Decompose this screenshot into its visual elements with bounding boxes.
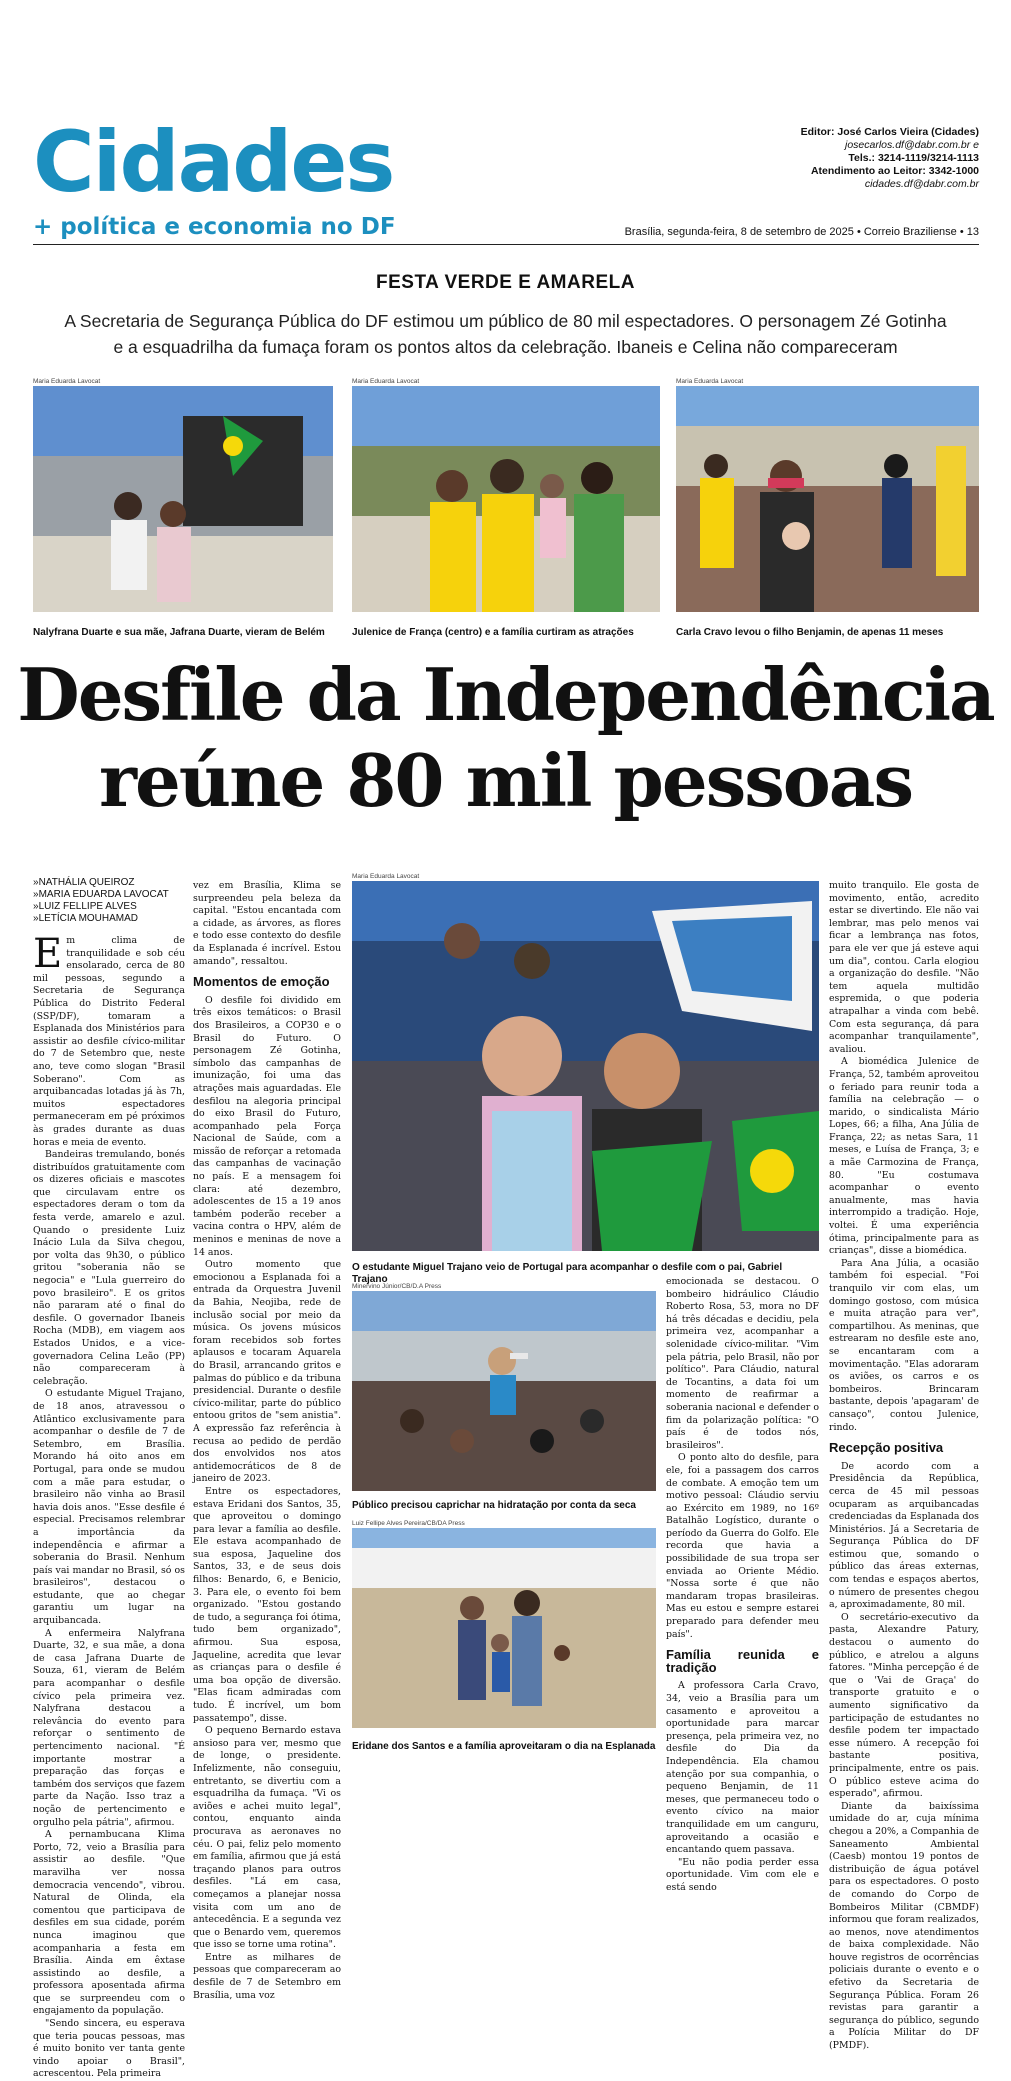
headline-line-2: reúne 80 mil pessoas (99, 738, 912, 823)
headline (0, 652, 1011, 824)
photo-caption: Julenice de França (centro) e a família curtiram as atrações (352, 627, 634, 638)
article-column-4 (829, 880, 979, 2052)
paragraph: A professora Carla Cravo, 34, veio a Brasília para um casamento e aproveitou a oportunidade para marcar presença, pela primeira vez, no desfile do Dia da Independência. Ela chamou atenção por sua companhia, o pequeno Benjamin, de 11 meses, que permaneceu todo o evento cívico na maior tranquilidade em um canguru, aproveitando a ocasião e encantando quem passava. (666, 1680, 819, 1856)
photo-caption: Nalyfrana Duarte e sua mãe, Jafrana Duarte, vieram de Belém (33, 627, 325, 638)
byline: » NATHÁLIA QUEIROZ (33, 877, 169, 889)
paragraph: Entre os espectadores, estava Eridani dos Santos, 35, que aproveitou o domingo para levar a família ao desfile. Ele estava acompanhado de sua esposa, Jaqueline dos Santos, 33, e de seus dois filhos: Benardo, 6, e Benicio, 3. Para ele, o evento foi bem organizado. "Estou gostando de tudo, a segurança foi ótima, tudo bem organizado", afirmou. Sua esposa, Jaqueline, acredita que levar as crianças para o desfile é uma boa opção de diversão. "Elas ficam admiradas com tudo. É incrível, um bom passatempo", disse. (193, 1485, 341, 1724)
paragraph: emocionada se destacou. O bombeiro hidráulico Cláudio Roberto Rosa, 53, mora no DF há três décadas e decidiu, pela primeira vez, acompanhar a solenidade cívico-militar. "Vim pela pátria, pelo Brasil, não por político". Para Cláudio, natural de Tocantins, a data foi um momento de reafirmar a soberania nacional e defender o fim da polarização política: "O país é de todos nós, brasileiros". (666, 1276, 819, 1451)
paragraph: O desfile foi dividido em três eixos temáticos: o Brasil dos Brasileiros, a COP30 e o Brasil do Futuro. O personagem Zé Gotinha, símbolo das campanhas de imunização, foi uma das atrações mais aguardadas. Ele desfilou na alegoria principal do eixo Brasil do Futuro, acompanhado pela Força Nacional de Saúde, com a missão de reforçar a retomada das campanhas de vacinação no país. E a mensagem foi clara: até dezembro, adolescentes de 15 a 19 anos também poderão receber a vacina contra o HPV, além de meninos e meninas de nove a 14 anos. (193, 994, 341, 1258)
photo-caption: Público precisou caprichar na hidratação por conta da seca (352, 1500, 636, 1511)
paragraph: "Eu não podia perder essa oportunidade. Vim com ele e está sendo (666, 1856, 819, 1893)
paragraph: O pequeno Bernardo estava ansioso para ver, mesmo que de longe, o presidente. Infelizmente, não conseguiu, entretanto, se divertiu com a esquadrilha da fumaça. "Vi os aviões e achei muito legal", contou, enquanto ainda procurava as aeronaves no céu. O pai, feliz pelo momento em família, afirmou que já está traçando planos para outros desfiles. "Lá em casa, começamos a planejar nossa visita com um ano de antecedência. E a segunda vez que o Benardo vem, queremos que isso se torne uma rotina". (193, 1725, 341, 1951)
byline: » LUIZ FELLIPE ALVES (33, 901, 169, 913)
subheading: Família reunida e tradição (666, 1647, 819, 1675)
photo-credit: Maria Eduarda Lavocat (676, 378, 744, 385)
paragraph: A enfermeira Nalyfrana Duarte, 32, e sua mãe, a dona de casa Jafrana Duarte de Souza, 61, vieram de Belém para acompanhar o desfile cívico pela primeira vez. Nalyfrana destacou a relevância do evento para reforçar o sentimento de pertencimento nacional. "É importante mostrar a preparação das forças e também dos serviços que fazem parte da Nação. Isso traz a noção de pertencimento e orgulho pela pátria", afirmou. (33, 1627, 185, 1828)
paragraph: A pernambucana Klima Porto, 72, veio a Brasília para assistir ao desfile. "Que maravilha ver nossa democracia vencendo", vibrou. Natural de Olinda, ela comentou que participava de desfiles em sua cidade, porém nunca imaginou que acompanharia a festa em Brasília. Ainda em êxtase assistindo ao desfile, a professora aposentada afirma que se surpreendeu com o engajamento da população. (33, 1829, 185, 2017)
editor-box (649, 126, 979, 191)
paragraph: A biomédica Julenice de França, 52, também aproveitou o feriado para reunir toda a família na celebração — o marido, o sindicalista Mário Lopes, 66; a filha, Ana Júlia de França, 22; as netas Sara, 11 meses, e Luísa de França, 3; e a mãe Carmozina de França, 80. "Eu costumava acompanhar o evento anualmente, mas havia interrompido a tradição. Hoje, voltei. É uma experiência ótima, principalmente para as crianças", disse a biomédica. (829, 1056, 979, 1257)
photo-credit: Luiz Fellipe Alves Pereira/CB/DA Press (352, 1520, 465, 1527)
drop-cap: E (33, 931, 63, 977)
article-column-1 (33, 931, 185, 2080)
paragraph: O estudante Miguel Trajano, de 18 anos, atravessou o Atlântico exclusivamente para acompanhar o desfile de 7 de Setembro, em Brasília. Morando há oito anos em Portugal, para onde se mudou com a mãe para estudar, o brasileiro não vinha ao Brasil havia dois anos. "Esse desfile é especial. Precisamos relembrar a importância da independência e afirmar a soberania do Brasil. Nenhum país vai mandar no Brasil, só os brasileiros", destacou o estudante, que ao chegar garantiu um lugar na arquibancada. (33, 1388, 185, 1627)
photo-mother-daughter (33, 386, 333, 612)
photo-credit: Minervino Júnior/CB/D.A Press (352, 1283, 442, 1290)
subheading: Recepção positiva (829, 1440, 944, 1456)
kicker: FESTA VERDE E AMARELA (376, 272, 635, 293)
photo-caption: Eridane dos Santos e a família aproveitaram o dia na Esplanada (352, 1741, 656, 1752)
subheading: Momentos de emoção (193, 974, 330, 990)
paragraph: O secretário-executivo da pasta, Alexandre Patury, destacou o aumento do público, e atrelou a alguns fatores. "Minha percepção é de que o 'Vai de Graça' do transporte gratuito e o aumento significativo da participação de estudantes no desfile podem ter impactado esse número. A recepção foi bastante positiva, principalmente, entre os pais. O público esteve acima do esperado", afirmou. (829, 1611, 979, 1800)
byline: » LETÍCIA MOUHAMAD (33, 913, 169, 925)
photo-caption: Carla Cravo levou o filho Benjamin, de apenas 11 meses (676, 627, 944, 638)
paragraph: muito tranquilo. Ele gosta de movimento, então, acredito estar se divertindo. Ele não vai lembrar, mas pelo menos vai ficar a lembrança nas fotos, para ele ver que já esteve aqui um dia", contou. Carla elogiou a organização do desfile. "Não tem aquela multidão espremida, o que poderia atrapalhar a vinda com bebê. Com esta segurança, dá para acompanhar tranquilamente", avaliou. (829, 880, 979, 1055)
byline: » MARIA EDUARDA LAVOCAT (33, 889, 169, 901)
photo-carla-benjamin (676, 386, 979, 612)
photo-caption: O estudante Miguel Trajano veio de Portugal para acompanhar o desfile com o pai, Gabriel Trajano (352, 1262, 783, 1285)
phones: Tels.: 3214-1119/3214-1113 (848, 152, 979, 164)
headline-line-1: Desfile da Independência (17, 652, 994, 737)
section-title: Cidades (33, 113, 394, 211)
contact-email[interactable]: cidades.df@dabr.com.br (864, 178, 979, 190)
bylines (33, 877, 169, 925)
paragraph: m clima de tranquilidade e sob céu ensolarado, cerca de 80 mil pessoas, segundo a Secretaria de Segurança Pública do Distrito Federal (SSP/DF), tomaram a Esplanada dos Ministérios para assistir ao desfile cívico-militar do 7 de Setembro que, neste ano, teve como slogan "Brasil Soberano". Com as arquibancadas lotadas já às 7h, muitos espectadores permaneceram em pé próximos às grades durante as duas horas e meia de evento. (33, 935, 185, 1148)
photo-hydration (352, 1291, 656, 1491)
paragraph: Bandeiras tremulando, bonés distribuídos gratuitamente com os dizeres oficiais e mascotes que circulavam entre os espectadores deram o tom da festa verde, amarelo e azul. Quando o presidente Luiz Inácio Lula da Silva chegou, por volta das 9h30, o público gritou "soberania não se negocia" e "Lula guerreiro do povo brasileiro". E os gritos não pararam até o final do desfile. O governador Ibaneis Rocha (MDB), em viagem aos Estados Unidos, e a vice-governadora Celina Leão (PP) não compareceram à celebração. (33, 1149, 185, 1387)
editor-line: Editor: José Carlos Vieira (Cidades) (800, 126, 979, 138)
photo-eridane-family (352, 1528, 656, 1728)
paragraph: Entre as milhares de pessoas que compareceram ao desfile de 7 de Setembro em Brasília, uma voz (193, 1951, 341, 2001)
dateline: Brasília, segunda-feira, 8 de setembro de 2025 • Correio Braziliense • 13 (624, 226, 979, 238)
paragraph: Outro momento que emocionou a Esplanada foi a entrada da Orquestra Juvenil da Bahia, Neojiba, rede de inclusão social por meio da música. Os jovens músicos foram recebidos sob fortes aplausos e tocaram Aquarela do Brasil, arrancando gritos e palmas do público e da tribuna presidencial. Durante o desfile cívico-militar, parte do público entoou gritos de "sem anistia". A expressão faz referência à recusa ao pedido de perdão dos envolvidos nos atos antidemocráticos de 8 de janeiro de 2023. (193, 1259, 341, 1485)
standfirst: A Secretaria de Segurança Pública do DF estimou um público de 80 mil espectadores. O personagem Zé Gotinha e a esquadrilha da fumaça foram os pontos altos da celebração. Ibaneis e Celina não compareceram (64, 311, 947, 357)
masthead-rule (33, 244, 979, 245)
article-column-2 (193, 880, 341, 2001)
photo-credit: Maria Eduarda Lavocat (352, 873, 420, 880)
article-column-3 (666, 1276, 819, 1893)
photo-family-julenice (352, 386, 660, 612)
photo-credit: Maria Eduarda Lavocat (33, 378, 101, 385)
paragraph: De acordo com a Presidência da República, cerca de 45 mil pessoas ocuparam as arquibancadas credenciadas da Esplanada dos Ministérios. Já a Secretaria de Segurança Pública do DF estimou que, somando o público das áreas externas, com tendas e espaços abertos, o número de presentes chegou a, aproximadamente, 80 mil. (829, 1460, 979, 1611)
paragraph: vez em Brasília, Klima se surpreendeu pela beleza da capital. "Estou encantada com a cidade, as árvores, as flores e todo esse contexto do desfile da Esplanada é incrível. Estou amando", ressaltou. (193, 880, 341, 967)
paragraph: Diante da baixíssima umidade do ar, cuja mínima chegou a 20%, a Companhia de Saneamento Ambiental (Caesb) montou 19 pontos de distribuição de água potável para os espectadores. O posto de comando do Corpo de Bombeiros Militar (CBMDF) informou que foram realizados, ao menos, nove atendimentos de baixa complexidade. Não houve registros de ocorrências policiais durante o evento e o efetivo da Secretaria de Segurança Pública. Foram 26 revistas para garantir a segurança do público, segundo a Polícia Militar do DF (PMDF). (829, 1800, 979, 2052)
paragraph: O ponto alto do desfile, para ele, foi a passagem dos carros de combate. A emoção tem um motivo pessoal: Cláudio serviu ao Exército em 1989, no 16º Batalhão Logístico, durante o período da Guerra do Golfo. Ele recorda que havia a possibilidade de sua tropa ser enviada ao Oriente Médio. "Nossa sorte é que não mandaram tropas brasileiras. Mas eu estou e sempre estarei preparado para defender meu país". (666, 1452, 819, 1640)
section-subtitle: + política e economia no DF (33, 214, 396, 240)
reader-service: Atendimento ao Leitor: 3342-1000 (810, 165, 979, 177)
photo-credit: Maria Eduarda Lavocat (352, 378, 420, 385)
paragraph: Para Ana Júlia, a ocasião também foi especial. "Foi tranquilo vir com elas, um domingo gostoso, com música e muita atração para ver", compartilhou. As meninas, que estrearam no desfile este ano, se encantaram com a movimentação. "Elas adoraram os aviões, os carros e os bombeiros. Brincaram bastante, depois 'apagaram' de cansaço", contou Julenice, rindo. (829, 1257, 979, 1433)
photo-miguel-gabriel (352, 881, 819, 1251)
paragraph: "Sendo sincera, eu esperava que teria poucas pessoas, mas é muito bonito ver tanta gente vindo apoiar o Brasil", acrescentou. Pela primeira (33, 2018, 185, 2080)
editor-email[interactable]: josecarlos.df@dabr.com.br e (845, 139, 979, 151)
